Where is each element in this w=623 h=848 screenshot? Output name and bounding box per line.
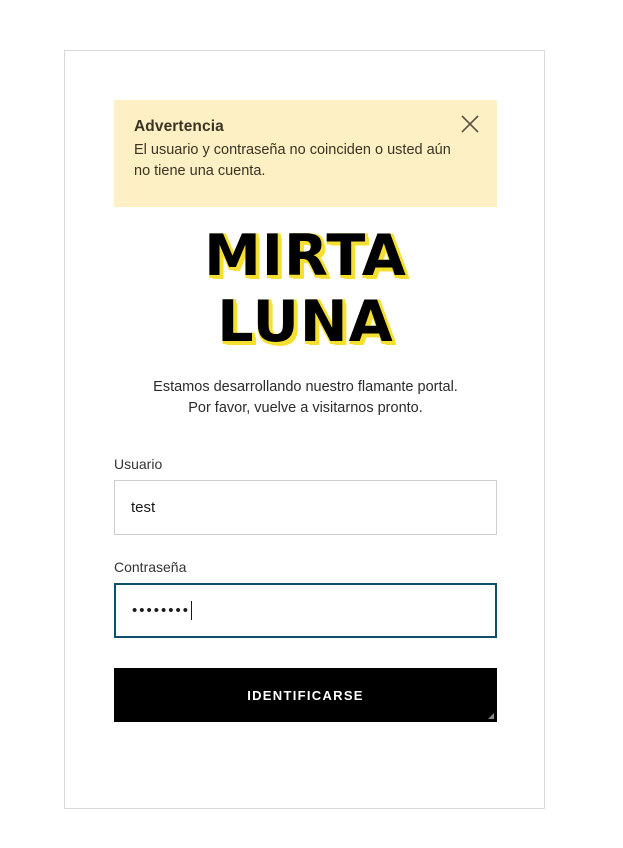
tagline-line-2: Por favor, vuelve a visitarnos pronto.	[188, 400, 423, 417]
logo-line-1: MIRTA	[204, 223, 407, 289]
tagline-line-1: Estamos desarrollando nuestro flamante portal.	[153, 378, 458, 395]
username-input[interactable]	[114, 480, 497, 535]
alert-title: Advertencia	[134, 118, 224, 135]
username-label: Usuario	[114, 456, 163, 473]
password-label: Contraseña	[114, 559, 187, 576]
submit-button[interactable]: IDENTIFICARSE	[114, 668, 497, 722]
logo-line-2: LUNA	[217, 288, 394, 355]
tagline	[114, 377, 497, 421]
close-icon[interactable]	[459, 113, 481, 135]
alert-message: El usuario y contraseña no coinciden o usted aún no tiene una cuenta.	[134, 142, 451, 179]
password-masked-value: ••••••••	[132, 602, 191, 620]
text-caret	[191, 601, 192, 620]
site-logo	[114, 223, 497, 355]
login-card	[64, 50, 545, 809]
login-form	[114, 456, 497, 722]
warning-alert	[114, 100, 497, 207]
password-input[interactable]	[114, 583, 497, 638]
login-card-content	[114, 100, 497, 722]
